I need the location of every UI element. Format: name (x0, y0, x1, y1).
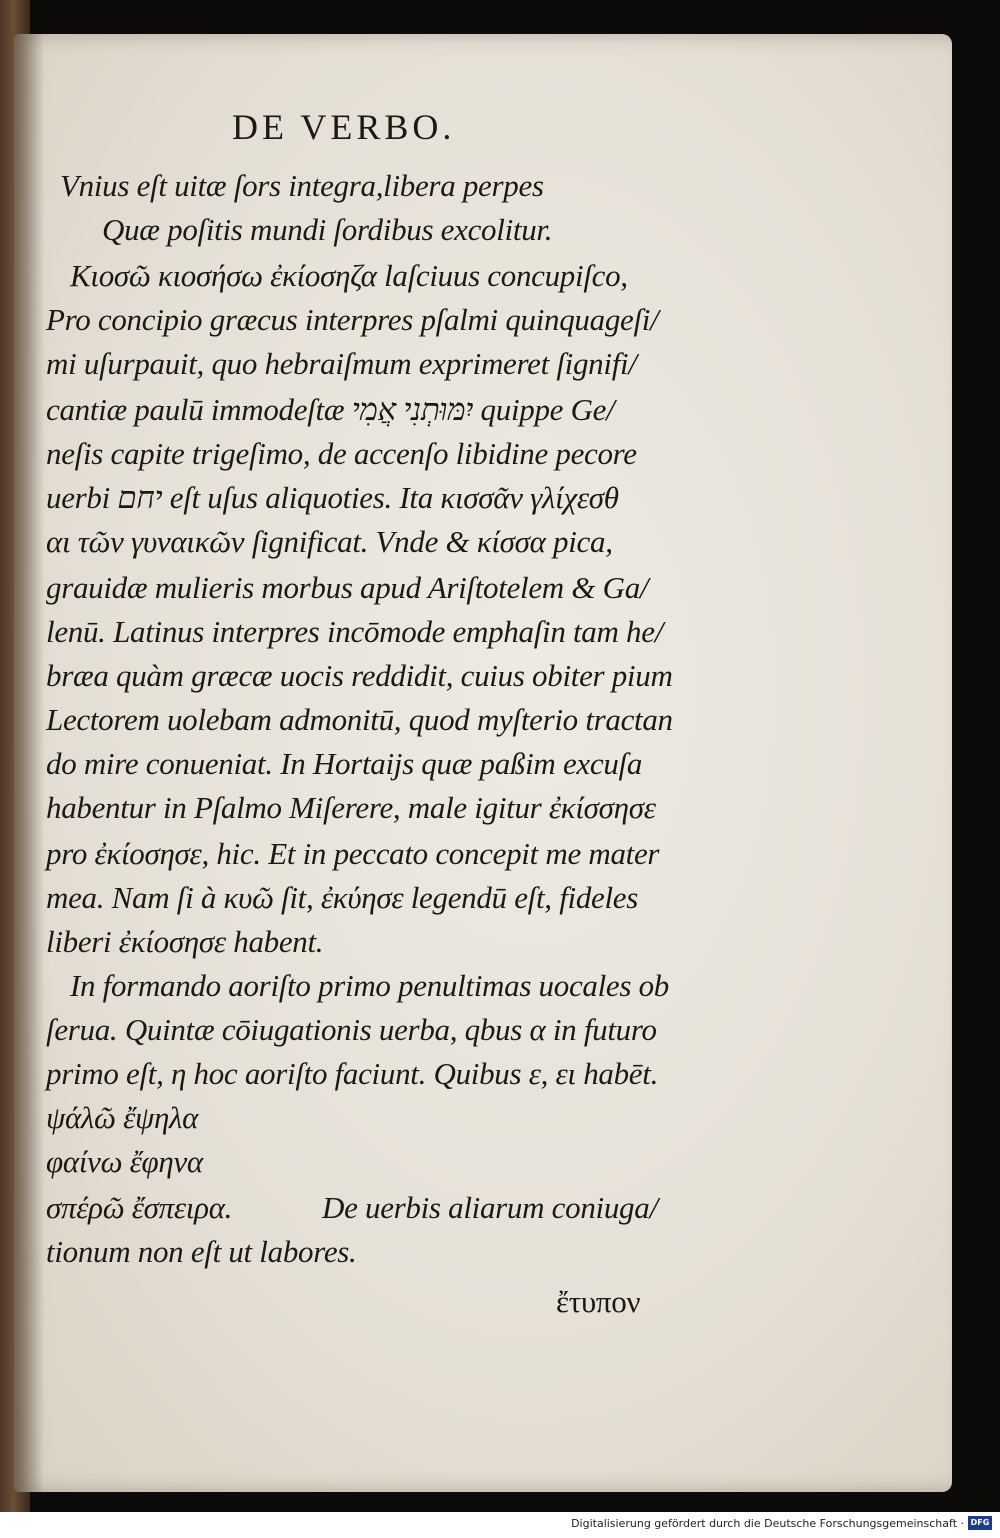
text-line: neſis capite trigeſimo, de accenſo libidine pecore (46, 436, 637, 471)
text-line: pro ἐκίοσησε, hic. Et in peccato concepit me mater (46, 836, 660, 871)
text-line: liberi ἐκίοσησε habent. (46, 924, 324, 959)
text-line: De uerbis aliarum coniuga/ (322, 1190, 658, 1225)
text-line: mea. Nam ſi à κυῶ ſit, ἐκύησε legendū eſt, fideles (46, 880, 639, 915)
text-line: ſerua. Quintæ cōiugationis uerba, qbus α in futuro (46, 1012, 657, 1047)
text-line: uerbi יחם eſt uſus aliquoties. Ita κισσᾶν γλίχεσθ (46, 480, 619, 515)
text-line: σπέρῶ ἔσπειρα. (46, 1190, 233, 1225)
text-line: cantiæ paulū immodeſtæ יִמּוּתְנִי אֲמִי quippe Ge/ (46, 392, 615, 427)
text-line: lenū. Latinus interpres incōmode emphaſin tam he/ (46, 614, 664, 649)
text-line: mi uſurpauit, quo hebraiſmum exprimeret ſignifi/ (46, 346, 637, 381)
text-line: habentur in Pſalmo Miſerere, male igitur ἐκίσσησε (46, 790, 656, 825)
catchword: ἔτυπον (556, 1284, 641, 1319)
text-line: Κιοσῶ κιοσήσω ἐκίοσηζα laſciuus concupiſco, (70, 258, 628, 293)
text-line: grauidæ mulieris morbus apud Ariſtotelem & Ga/ (46, 570, 649, 605)
gutter-shadow (14, 34, 44, 1492)
text-line: ψάλῶ ἔψηλα (46, 1100, 199, 1135)
text-line: Vnius eſt uitæ ſors integra,libera perpes (60, 168, 544, 203)
running-header: DE VERBO. (232, 107, 456, 147)
text-line: Quæ poſitis mundi ſordibus excolitur. (102, 212, 553, 247)
digitization-credit: Digitalisierung gefördert durch die Deutsche Forschungsgemeinschaft · (571, 1517, 964, 1530)
text-line: bræa quàm græcæ uocis reddidit, cuius obiter pium (46, 658, 673, 693)
dfg-logo-icon: DFG (968, 1516, 992, 1530)
text-line: φαίνω ἔφηνα (46, 1144, 203, 1179)
text-line: do mire conueniat. In Hortaijs quæ paßim excuſa (46, 746, 643, 781)
text-line: In formando aoriſto primo penultimas uocales ob (70, 968, 669, 1003)
text-line: Lectorem uolebam admonitū, quod myſterio tractan (46, 702, 673, 737)
text-line: Pro concipio græcus interpres pſalmi quinquageſi/ (46, 302, 659, 337)
text-line: tionum non eſt ut labores. (46, 1234, 357, 1269)
text-line: primo eſt, η hoc aoriſto faciunt. Quibus ε, ει habēt. (46, 1056, 659, 1091)
text-line: αι τῶν γυναικῶν ſignificat. Vnde & κίσσα pica, (46, 524, 613, 559)
